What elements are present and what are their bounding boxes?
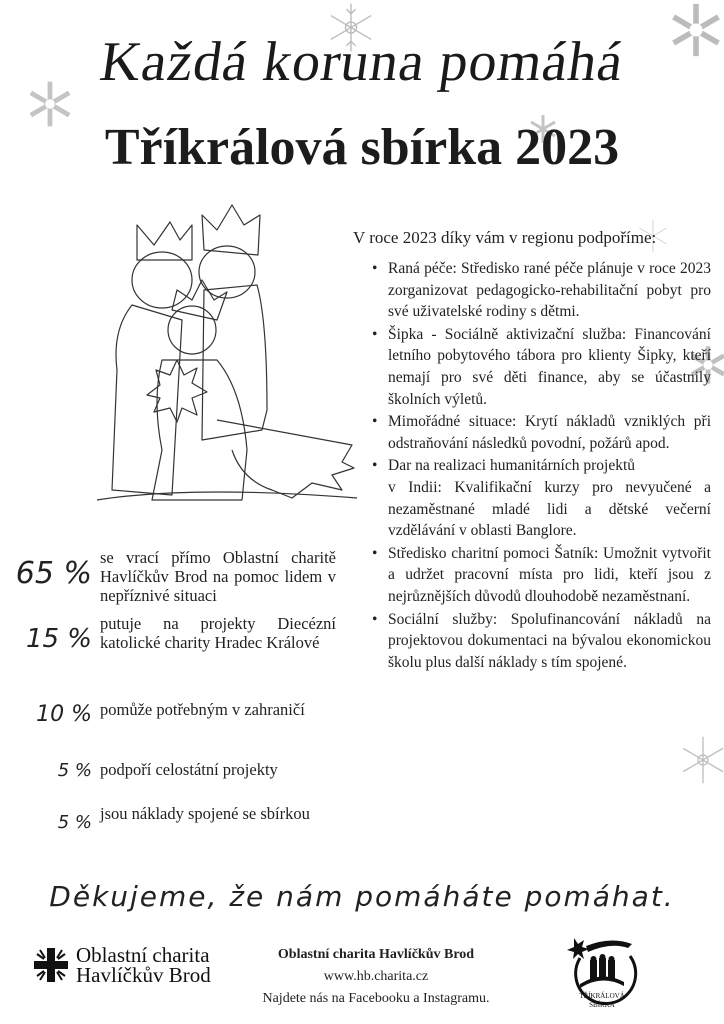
bullet-icon: • (372, 457, 378, 475)
project-text: Mimořádné situace: Krytí nákladů vzniklých při odstraňování následků povodní, požárů apod. (388, 413, 711, 452)
project-text: Raná péče: Středisko rané péče plánuje v roce 2023 zorganizovat pedagogicko-rehabilitační pobyt pro své uživatelské rodiny s dětmi. (388, 260, 711, 321)
svg-text:SBÍRKA: SBÍRKA (589, 1001, 615, 1009)
crown-center (172, 280, 227, 320)
project-text: Dar na realizaci humanitárních projektů v Indii: Kvalifikační kurzy pro nevyučené a nezaměstnané mladé lidi a dětské večerní vzdělávání v oblasti Banglore. (388, 457, 711, 540)
list-item (372, 455, 711, 541)
distribution-text: putuje na projekty Diecézní katolické charity Hradec Králové (100, 614, 336, 652)
footer-contact (226, 944, 526, 1010)
face-center (168, 306, 216, 354)
body-right (202, 285, 267, 440)
headline: Každá koruna pomáhá (96, 31, 628, 93)
percent-value: 5 % (57, 760, 92, 781)
logo-line-1: Oblastní charita (76, 943, 210, 967)
percent-value: 5 % (57, 812, 92, 833)
body-center (152, 360, 247, 500)
distribution-row (0, 804, 345, 838)
distribution-row (0, 548, 345, 605)
distribution-row (0, 760, 345, 782)
list-item (372, 411, 711, 454)
bullet-icon: • (372, 413, 378, 431)
bullet-icon: • (372, 610, 378, 628)
three-kings-illustration (92, 200, 362, 530)
logo-right-text: TŘÍKRÁLOVÁ (579, 992, 625, 1000)
body-left (112, 305, 182, 495)
crown-right (202, 205, 260, 255)
trikralova-sbirka-logo (566, 932, 638, 1018)
cloak (217, 420, 354, 498)
snowflake-icon (678, 730, 724, 790)
percent-value: 65 % (15, 556, 92, 591)
list-item (372, 543, 711, 608)
social-text: Najdete nás na Facebooku a Instagramu. (262, 991, 490, 1006)
page-title: Tříkrálová sbírka 2023 (104, 119, 620, 176)
logo-line-2: Havlíčkův Brod (76, 963, 211, 987)
distribution-text: se vrací přímo Oblastní charitě Havlíčkův Brod na pomoc lidem v nepříznivé situaci (100, 548, 336, 605)
bullet-icon: • (372, 325, 378, 343)
projects-intro: V roce 2023 díky vám v regionu podpoříme: (353, 228, 657, 247)
list-item (372, 324, 711, 410)
charita-cross-icon (32, 946, 70, 984)
list-item (372, 258, 711, 323)
list-item (372, 609, 711, 674)
distribution-text: jsou náklady spojené se sbírkou (100, 804, 310, 823)
project-text: Šipka - Sociálně aktivizační služba: Financování letního pobytového tábora pro klienty Šipky, kteří nemají pro své děti finance, aby se účastnily školních výletů. (388, 325, 711, 408)
percent-value: 15 % (25, 624, 92, 654)
projects-list (372, 258, 711, 674)
bullet-icon: • (372, 260, 378, 277)
charita-logo (32, 945, 211, 985)
distribution-row (0, 700, 345, 730)
thanks-message: Děkujeme, že nám pomáháte pomáhat. (49, 880, 675, 913)
percent-value: 10 % (36, 702, 92, 727)
project-text: Středisko charitní pomoci Šatník: Umožnit vytvořit a udržet pracovní místa pro lidi, kteří jsou z nejrůznějších důvodů dlouhodobě nezaměstnaní. (388, 544, 711, 605)
bullet-icon: • (372, 544, 378, 562)
distribution-text: pomůže potřebným v zahraničí (100, 700, 305, 719)
project-text: Sociální služby: Spolufinancování nákladů na projektovou dokumentaci na bývalou ekonomickou školu plus další náklady s tím spojené. (388, 610, 711, 671)
ground (97, 492, 357, 500)
website-link[interactable]: www.hb.charita.cz (323, 969, 429, 984)
distribution-text: podpoří celostátní projekty (100, 760, 278, 779)
org-name: Oblastní charita Havlíčkův Brod (277, 947, 475, 962)
crown-left (137, 222, 192, 260)
distribution-row (0, 614, 345, 659)
charita-logo-text (76, 945, 211, 985)
